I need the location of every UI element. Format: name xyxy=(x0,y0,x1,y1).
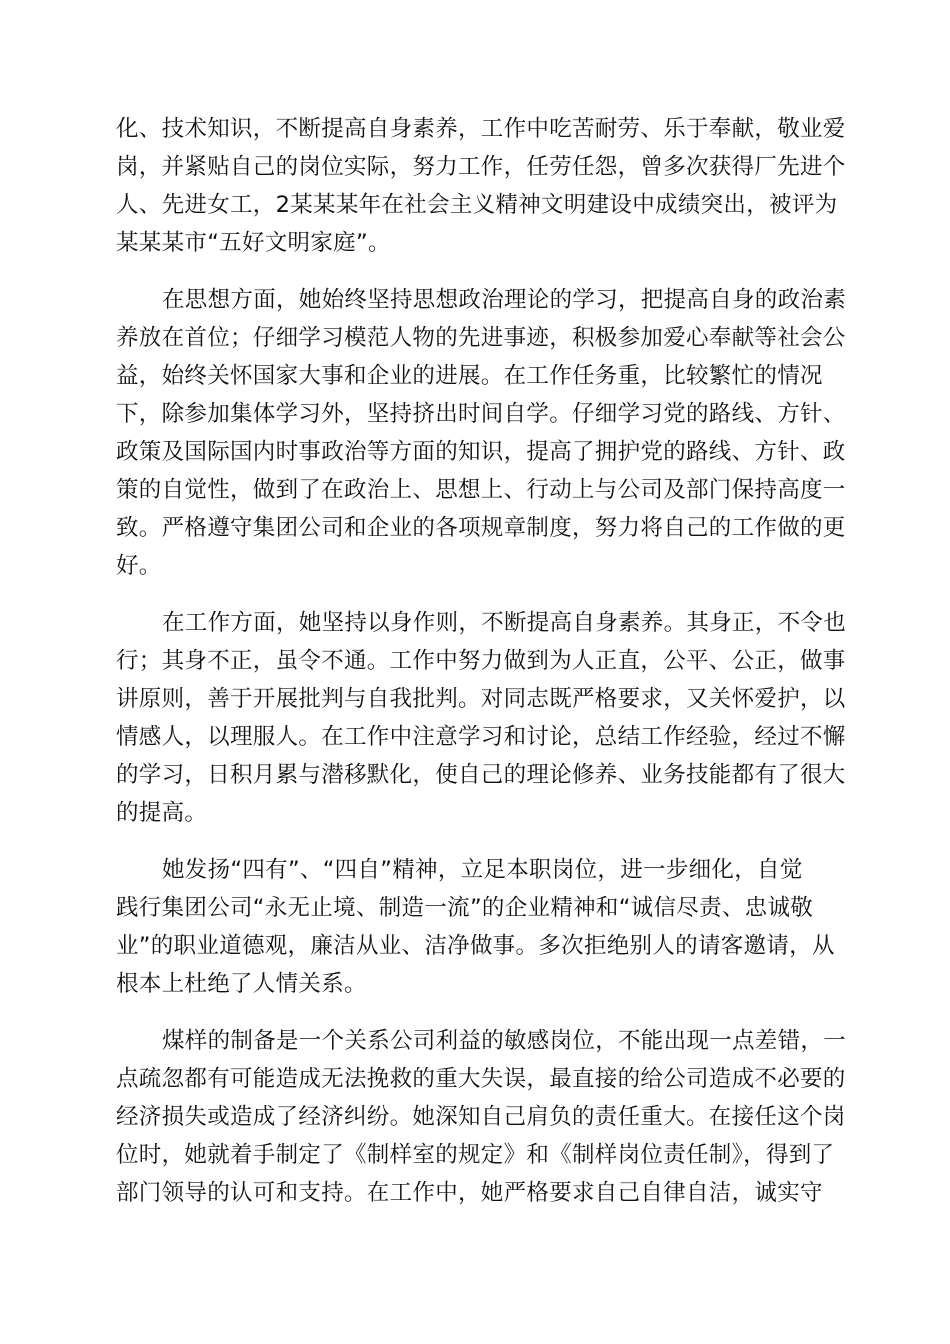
text-line: 点疏忽都有可能造成无法挽救的重大失误，最直接的给公司造成不必要的 xyxy=(116,1066,846,1092)
text-line: 践行集团公司“永无止境、制造一流”的企业精神和“诚信尽责、忠诚敬 xyxy=(116,895,814,921)
text-line: 人、先进女工，2某某某年在社会主义精神文明建设中成绩突出，被评为 xyxy=(116,192,838,218)
text-line: 岗，并紧贴自己的岗位实际，努力工作，任劳任怨，曾多次获得厂先进个 xyxy=(116,154,846,180)
text-line: 行；其身不正，虽令不通。工作中努力做到为人正直，公平、公正，做事 xyxy=(116,648,846,674)
text-line: 部门领导的认可和支持。在工作中，她严格要求自己自律自洁，诚实守 xyxy=(116,1180,823,1206)
text-line: 下，除参加集体学习外，坚持挤出时间自学。仔细学习党的路线、方针、 xyxy=(116,401,846,427)
text-line: 讲原则，善于开展批判与自我批判。对同志既严格要求，又关怀爱护，以 xyxy=(116,686,846,712)
text-line: 经济损失或造成了经济纠纷。她深知自己肩负的责任重大。在接任这个岗 xyxy=(116,1104,846,1130)
text-line: 致。严格遵守集团公司和企业的各项规章制度，努力将自己的工作做的更 xyxy=(116,515,846,541)
paragraph-first-line: 煤样的制备是一个关系公司利益的敏感岗位，不能出现一点差错，一 xyxy=(162,1028,847,1054)
text-line: 位时，她就着手制定了《制样室的规定》和《制样岗位责任制》，得到了 xyxy=(116,1142,835,1168)
text-line: 的提高。 xyxy=(116,800,208,826)
text-line: 益，始终关怀国家大事和企业的进展。在工作任务重，比较繁忙的情况 xyxy=(116,363,823,389)
text-line: 根本上杜绝了人情关系。 xyxy=(116,971,367,997)
text-line: 化、技术知识，不断提高自身素养，工作中吃苦耐劳、乐于奉献，敬业爱 xyxy=(116,116,846,142)
text-line: 情感人，以理服人。在工作中注意学习和讨论，总结工作经验，经过不懈 xyxy=(116,724,846,750)
paragraph-first-line: 在思想方面，她始终坚持思想政治理论的学习，把提高自身的政治素 xyxy=(162,287,847,313)
text-line: 养放在首位；仔细学习模范人物的先进事迹，积极参加爱心奉献等社会公 xyxy=(116,325,846,351)
text-line: 业”的职业道德观，廉洁从业、洁净做事。多次拒绝别人的请客邀请，从 xyxy=(116,933,835,959)
paragraph-first-line: 她发扬“四有”、“四自”精神，立足本职岗位，进一步细化，自觉 xyxy=(162,857,803,883)
text-line: 政策及国际国内时事政治等方面的知识，提高了拥护党的路线、方针、政 xyxy=(116,439,846,465)
text-line: 的学习，日积月累与潜移默化，使自己的理论修养、业务技能都有了很大 xyxy=(116,762,846,788)
paragraph-first-line: 在工作方面，她坚持以身作则，不断提高自身素养。其身正，不令也 xyxy=(162,610,847,636)
text-line: 某某某市“五好文明家庭”。 xyxy=(116,230,391,256)
text-line: 策的自觉性，做到了在政治上、思想上、行动上与公司及部门保持高度一 xyxy=(116,477,846,503)
text-line: 好。 xyxy=(116,553,162,579)
